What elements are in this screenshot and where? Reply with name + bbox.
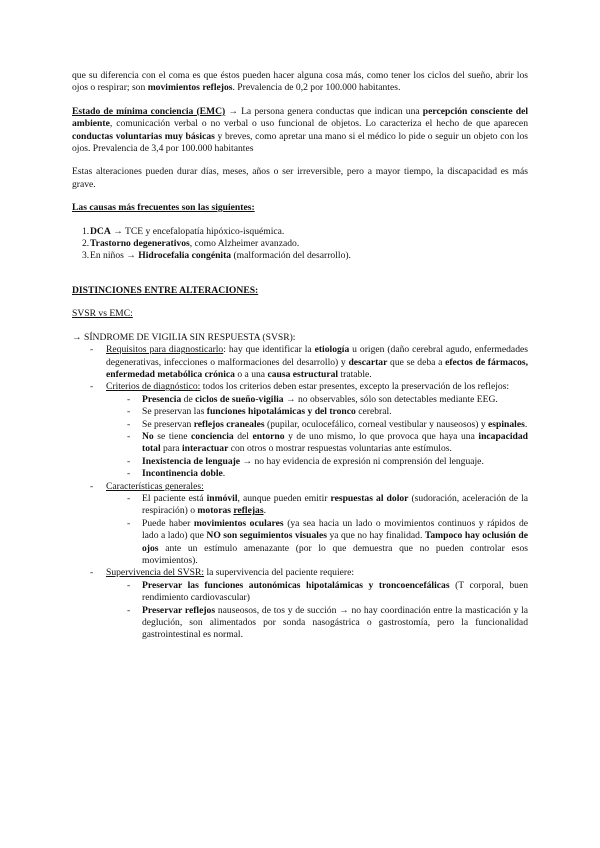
text: : hay que identificar la <box>223 344 315 356</box>
text: o a una <box>234 368 268 380</box>
text: → TCE y encefalopatía hipóxico-isquémica. <box>110 225 285 237</box>
text: y breves, como apretar una mano si el médico lo pide o seguir un objeto con los ojos. Prevalencia de 3,4 por 100.000 habitantes <box>72 130 528 155</box>
text: → La persona genera conductas que indican una <box>225 105 423 117</box>
text: del <box>233 430 253 442</box>
survival-subitem <box>72 605 528 642</box>
bold-text: Inexistencia de lenguaje <box>142 455 241 467</box>
survival-item <box>72 567 528 579</box>
bold-text: espinales <box>488 418 525 430</box>
bold-text: Hidrocefalia congénita <box>138 250 232 262</box>
underlined-label: Características generales: <box>106 480 204 492</box>
bold-text: reflejos craneales <box>193 418 265 430</box>
dash-bullet: - <box>127 430 131 442</box>
text: que se deba a <box>387 356 446 368</box>
text: se tiene <box>153 430 192 442</box>
criteria-subitem <box>72 468 528 480</box>
bold-text: respuestas al dolor <box>330 492 409 504</box>
requirements-item <box>72 344 528 381</box>
paragraph-duration: Estas alteraciones pueden durar días, meses, años o ser irreversible, pero a mayor tiempo, la discapacidad es más grave. <box>72 166 528 190</box>
subsection-title: SVSR vs EMC: <box>72 308 133 320</box>
text: todos los criterios deben estar presentes, excepto la preservación de los reflejos: <box>200 381 510 393</box>
bold-text: Tampoco hay oclusión de ojos <box>142 530 528 554</box>
list-item <box>72 238 528 250</box>
text: (T corporal, buen rendimiento cardiovascular) <box>142 579 528 604</box>
document-page <box>72 70 528 642</box>
bold-text: No <box>142 430 154 442</box>
text: . Prevalencia de 0,2 por 100.000 habitantes. <box>232 82 401 94</box>
bold-underlined-text: reflejas <box>233 505 264 517</box>
text: En niños → <box>90 250 139 262</box>
text: cerebral. <box>355 406 392 418</box>
text: . <box>524 418 528 430</box>
text: (ya sea hacia un lado o movimientos continuos y rápidos de lado a lado) que <box>142 517 528 542</box>
bold-text: causa estructural <box>267 368 339 380</box>
dash-bullet: - <box>127 393 131 405</box>
dash-bullet: - <box>90 381 94 393</box>
dash-bullet: - <box>90 480 94 492</box>
bold-text: interactuar <box>181 443 229 455</box>
text: . <box>222 468 226 480</box>
text: , aunque pueden emitir <box>237 492 331 504</box>
bold-text: Preservar reflejos <box>142 604 216 616</box>
text: , comunicación verbal o no verbal o uso funcional de objetos. Lo caracteriza el hecho de que aparecen <box>109 118 528 130</box>
dash-bullet: - <box>90 344 94 356</box>
bold-text: Preservar las funciones autonómicas hipotalámicas y troncoencefálicas <box>142 579 450 591</box>
criteria-subitem <box>72 431 528 456</box>
survival-subitem <box>72 580 528 605</box>
text: u origen (daño cerebral agudo, enfermedades degenerativas, infecciones o malformaciones del desarrollo) y <box>106 344 528 368</box>
text: (pupilar, oculocefálico, corneal vestibular y nauseosos) y <box>264 418 489 430</box>
bold-text: Incontinencia doble <box>142 468 223 480</box>
bold-text: DCA <box>90 225 111 237</box>
paragraph-emc <box>72 106 528 156</box>
text: la supervivencia del paciente requiere: <box>204 567 355 579</box>
list-number: 2. <box>82 238 90 250</box>
text: nauseosos, de tos y de succión → no hay coordinación entre la masticación y la deglución, son alimentados por sonda nasogástrica o gastrostomía, pero la funcionalidad gastrointestinal es normal. <box>142 604 529 641</box>
bold-text: conciencia <box>191 430 234 442</box>
bold-text: entorno <box>252 430 285 442</box>
text: (malformación del desarrollo). <box>231 250 351 262</box>
text: Se preservan <box>142 418 194 430</box>
criteria-item <box>72 381 528 393</box>
dash-bullet: - <box>90 567 94 579</box>
general-subitem <box>72 493 528 518</box>
dash-bullet: - <box>127 579 131 591</box>
bold-text: inmóvil <box>206 492 238 504</box>
text: ante un estímulo amenazante (por lo que demuestra que no pueden controlar esos movimientos). <box>142 542 528 566</box>
bold-text: movimientos reflejos <box>147 82 233 94</box>
dash-bullet: - <box>127 418 131 430</box>
text: tratable. <box>338 368 372 380</box>
text: para <box>160 443 182 455</box>
text: El paciente está <box>142 492 207 504</box>
general-subitem <box>72 518 528 568</box>
bold-text: descartar <box>348 356 388 368</box>
underlined-label: Requisitos para diagnosticarlo <box>106 344 224 356</box>
text: con otros o mostrar respuestas voluntarias ante estímulos. <box>228 443 452 455</box>
text: (sudoración, aceleración de la respiración) o <box>142 492 529 517</box>
list-item <box>72 226 528 238</box>
emc-title: Estado de mínima conciencia (EMC) <box>72 105 226 117</box>
bold-text: funciones hipotalámicas y del tronco <box>206 406 356 418</box>
dash-bullet: - <box>127 517 131 529</box>
dash-bullet: - <box>127 468 131 480</box>
text: Se preservan las <box>142 406 207 418</box>
text: que su diferencia con el coma es que éstos pueden hacer alguna cosa más, como tener los ciclos del sueño, abrir los ojos o respirar; son <box>72 70 528 94</box>
criteria-subitem <box>72 406 528 418</box>
bold-text: motoras <box>197 505 234 517</box>
causes-list <box>72 226 528 263</box>
list-number: 3. <box>82 250 90 262</box>
underlined-label: Supervivencia del SVSR: <box>106 567 205 579</box>
text: y de uno mismo, lo que provoca que haya una <box>284 430 479 442</box>
bold-text: NO son seguimientos visuales <box>206 530 327 542</box>
underlined-label: Criterios de diagnóstico: <box>106 381 201 393</box>
dash-bullet: - <box>127 604 131 616</box>
dash-bullet: - <box>127 406 131 418</box>
bold-text: ciclos de sueño-vigilia <box>195 393 284 405</box>
dash-bullet: - <box>127 492 131 504</box>
text: → no hay evidencia de expresión ni comprensión del lenguaje. <box>240 455 484 467</box>
criteria-subitem <box>72 456 528 468</box>
text: ya que no hay finalidad. <box>326 530 425 542</box>
paragraph-coma-difference <box>72 70 528 95</box>
text: . <box>263 505 266 517</box>
list-item <box>72 250 528 262</box>
bold-text: incapacidad total <box>142 430 528 455</box>
text: de <box>181 393 196 405</box>
general-features-item <box>72 481 528 493</box>
text: → no observables, sólo son detectables mediante EEG. <box>283 393 498 405</box>
bold-text: Presencia <box>142 393 182 405</box>
bold-text: movimientos oculares <box>193 517 284 529</box>
criteria-subitem <box>72 394 528 406</box>
bold-text: percepción consciente del ambiente <box>72 105 528 130</box>
criteria-subitem <box>72 419 528 431</box>
bold-text: efectos de fármacos, enfermedad metabólica crónica <box>106 356 529 380</box>
svsr-heading: → SÍNDROME DE VIGILIA SIN RESPUESTA (SVSR): <box>72 331 296 343</box>
section-title: DISTINCIONES ENTRE ALTERACIONES: <box>72 284 259 296</box>
text: , como Alzheimer avanzado. <box>189 238 300 250</box>
causes-heading: Las causas más frecuentes son las siguientes: <box>72 202 255 214</box>
list-number: 1. <box>82 225 90 237</box>
dash-bullet: - <box>127 455 131 467</box>
text: Puede haber <box>142 517 194 529</box>
bold-text: Trastorno degenerativos <box>90 238 190 250</box>
bold-text: conductas voluntarias muy básicas <box>72 130 215 142</box>
bold-text: etiología <box>314 344 350 356</box>
